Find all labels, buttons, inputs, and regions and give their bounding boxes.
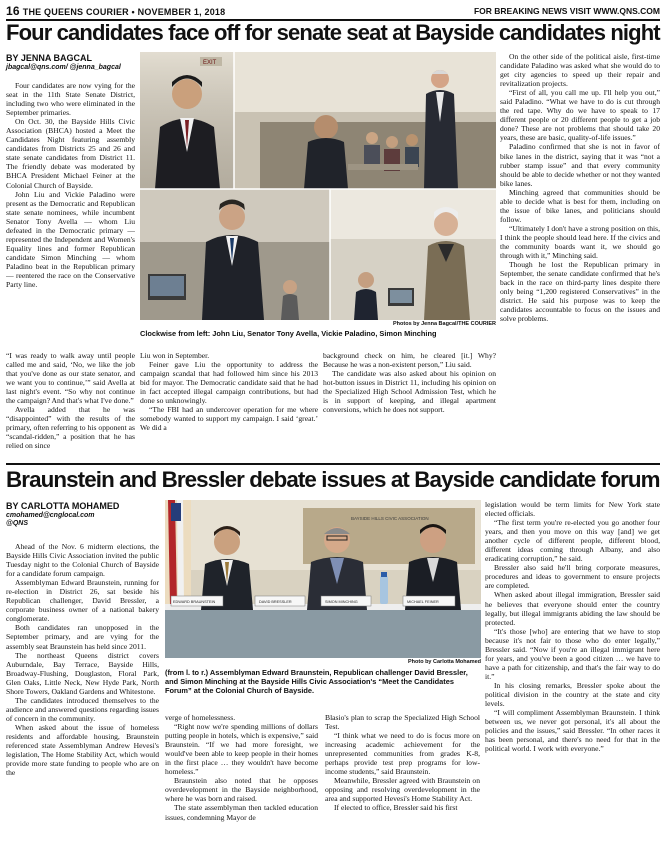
story1-col2	[140, 351, 318, 461]
story2-photo-credit: Photo by Carlotta Mohamed	[407, 659, 481, 665]
paragraph: The northeast Queens district covers Auburndale, Bay Terrace, Bayside Hills, Broadway-Flushing, Douglaston, Floral Park, Glen Oaks, Little Neck, New Hyde Park, North Shore Towers, Oakland Gardens and Whitestone.	[6, 650, 159, 696]
masthead: THE QUEENS COURIER • NOVEMBER 1, 2018	[22, 7, 226, 17]
paragraph: “First of all, you call me up. I'll help you out,” said Paladino. “What we have to do is cut through the red tape. Why do we have to speak to 17 different people or 20 different people to get a job done? These are not problems that should take 20 years, these are basic, quality-of-life issues.”	[500, 88, 660, 143]
paragraph: Ahead of the Nov. 6 midterm elections, the Bayside Hills Civic Association invited the public Tuesday night to the Colonial Church of Bayside for a candidate forum campaign.	[6, 542, 159, 579]
page-number: 16	[6, 4, 20, 18]
paragraph: When asked about illegal immigration, Bressler said he believes that everyone should enter the country legally, but illegal immigrants abiding the law should be protected.	[485, 590, 660, 627]
story1-col1	[6, 81, 135, 359]
story-divider	[6, 463, 660, 465]
story2-caption: (from l. to r.) Assemblyman Edward Braunstein, Republican challenger David Bressler, and Simon Minching at the Bayside Hills Civic Association's “Meet the Candidates Forum” at the Colonial Church of Bayside.	[165, 668, 468, 695]
paragraph: The candidates introduced themselves to the audience and answered questions regarding issues of concern in the community.	[6, 695, 159, 723]
nameplate-text: EDWARD BRAUNSTEIN	[173, 600, 216, 604]
paragraph: On the other side of the political aisle, first-time candidate Paladino was asked what she would do to get city agencies to speed up their repair and revitalization projects.	[500, 52, 660, 89]
paragraph: Blasio's plan to scrap the Specialized High School Test.	[325, 713, 480, 732]
paragraph: Meanwhile, Bressler agreed with Braunstein on opposing and resolving overdevelopment in the area and supported Hevesi's Home Stability Act.	[325, 776, 480, 804]
story1-photo-credit: Photos by Jenna Bagcal/THE COURIER	[393, 321, 496, 327]
paragraph: In his closing remarks, Bressler spoke about the political division in the country at the state and city levels.	[485, 680, 660, 709]
paragraph: “The first term you're re-elected you go another four years, and then you move on this way [and] we get another cycle of different people, different blood, different ideas coming through Albany, and also eradicating corruption,” he said.	[485, 518, 660, 564]
paragraph: Feiner gave Liu the opportunity to address the campaign scandal that had followed him since his 2013 bid for mayor. The Democratic candidate said that he had in fact accepted illegal campaign contributions, but had done so unknowingly.	[140, 360, 318, 406]
paragraph: Paladino confirmed that she is not in favor of bike lanes in the district, saying that it was “not a rubber stamp issue” and that every community should be able to decide whether or not they wanted bike lanes.	[500, 142, 660, 188]
paragraph: “I was ready to walk away until people called me and said, ‘No, we like the job that you've done as our state senator, and we want you to continue,’” said Avella at last night's event. “So why not continue the campaign? And that's what I've done.”	[6, 351, 135, 406]
story1-photo-collage	[140, 52, 496, 320]
story2-col4	[485, 500, 660, 843]
story2-headline: Braunstein and Bressler debate issues at Bayside candidate forum	[6, 467, 660, 492]
story1-col4	[500, 52, 660, 462]
story1-byline: BY JENNA BAGCAL	[6, 53, 93, 63]
paragraph: “Right now we're spending millions of dollars putting people in hotels, which is expensive,” said Braunstein. “If we had more foresight, we would've been able to keep people in their homes in the first place … they wouldn't have become homeless.”	[165, 722, 318, 777]
breaking-news-link[interactable]: FOR BREAKING NEWS VISIT WWW.QNS.COM	[473, 6, 660, 16]
paragraph: background check on him, he cleared [it.] Why? Because he was a non-existent person,” Liu said.	[323, 351, 496, 370]
story2-photo	[165, 500, 481, 658]
paragraph: Liu won in September.	[140, 351, 210, 360]
paragraph: When asked about the issue of homeless residents and affordable housing, Braunstein referenced state Assemblyman Andrew Hevesi's legislation, The Home Stability Act, which would provide more state funding to people who are on the	[6, 722, 159, 778]
paragraph: verge of homelessness.	[165, 713, 236, 722]
page-header	[6, 4, 660, 18]
story1-byline-block	[6, 53, 134, 72]
story2-col1	[6, 542, 159, 842]
story2-col3	[325, 713, 480, 843]
paragraph: Assemblyman Edward Braunstein, running for re-election in District 26, sat beside his Republican challenger, David Bressler, a corporate business owner of a national bakery conglomerate.	[6, 578, 159, 624]
story2-byline: BY CARLOTTA MOHAMED	[6, 501, 120, 511]
story2-col2	[165, 713, 318, 843]
paragraph: legislation would be term limits for New York state elected officials.	[485, 500, 660, 519]
story1-headline: Four candidates face off for senate seat at Bayside candidates night	[6, 20, 660, 45]
paragraph: Minching agreed that communities should be able to decide what is best for them, including on the issue of bike lanes, and politicians should follow.	[500, 187, 660, 224]
paragraph: Braunstein also noted that he opposes overdevelopment in the Bayside neighborhood, where he was born and raised.	[165, 776, 318, 804]
paragraph: On Oct. 30, the Bayside Hills Civic Association (BHCA) hosted a Meet the Candidates Night featuring assembly candidates from Districts 25 and 26 and state senate candidates from District 11. The friendly debate was moderated by BHCA President Michael Feiner at the Colonial Church of Bayside.	[6, 117, 135, 190]
paragraph: “I will compliment Assemblyman Braunstein. I think between us, we never got personal, it's all about the policies and the issues,” said Bressler. “In other races it has been personal, and there's no need for that in the political world. I work with everyone.”	[485, 708, 660, 754]
story2-handle: @QNS	[6, 520, 28, 528]
paragraph: Bressler also said he'll bring corporate measures, procedures and ideas to government to ensure projects are completed.	[485, 563, 660, 591]
wall-banner-text: BAYSIDE HILLS CIVIC ASSOCIATION	[351, 516, 429, 521]
story1-col3	[323, 351, 496, 461]
story1-contact: jbagcal@qns.com/ @jenna_bagcal	[6, 64, 121, 71]
paragraph: Both candidates ran unopposed in the September primary, and are vying for the assembly seat Braunstein has held since 2011.	[6, 623, 159, 651]
folio	[6, 4, 225, 18]
paragraph: “Ultimately I don't have a strong position on this, I think the people should lead here. If the civics and the community boards want it, we should go through with it,” Minching said.	[500, 223, 660, 261]
story1-col1-cont	[6, 351, 135, 461]
paragraph: Though he lost the Republican primary in September, the senate candidate confirmed that he's back in the race on third-party lines despite there only being “1,200 registered Conservatives” in the district. He said his purpose was to keep the candidates accountable to focus on the issues and solve problems.	[500, 260, 660, 324]
story1-photo	[140, 52, 496, 320]
paragraph: “I think what we need to do is focus more on increasing academic achievement for the unrepresented communities from grades K-8, perhaps provide test prep programs for low-income students,” said Braunstein.	[325, 731, 480, 777]
exit-sign-label: EXIT	[203, 60, 217, 66]
paragraph: Avella added that he was “disappointed” with the results of the primary, often referring to his opponent as “scandal-ridden,” a position that he has relied on since	[6, 405, 135, 451]
paragraph: “It's those [who] are entering that we have to stop because it's not fair to those who do enter legally,” Bressler said. “Now if you're an illegal immigrant here for years, and you've been a good citizen … we have to have a path for citizenship, and that's the fair way to do it.”	[485, 626, 660, 681]
paragraph: Four candidates are now vying for the seat in the 11th State Senate District, including two who were eliminated in the September primaries.	[6, 81, 135, 118]
paragraph: The state assemblyman then tackled education issues, condemning Mayor de	[165, 803, 318, 822]
paragraph: “The FBI had an undercover operation for me where somebody wanted to support my campaign. I said ‘great.’ We did a	[140, 405, 318, 433]
paragraph: John Liu and Vickie Paladino were present as the Democratic and Republican state senate nominees, while incumbent Senator Tony Avella — whom Liu defeated in the Democratic primary — represented the Independent and Women's Equality lines and former Republican candidate Simon Minching — whom Paladino beat in the Republican primary — reentered the race on the Conservative Party line.	[6, 189, 135, 290]
story1-caption: Clockwise from left: John Liu, Senator Tony Avella, Vickie Paladino, Simon Minching	[140, 329, 437, 338]
story2-byline-block	[6, 501, 156, 528]
story2-contact: cmohamed@cnglocal.com	[6, 512, 95, 519]
nameplate-text: MICHAEL FEINER	[407, 600, 439, 604]
paragraph: If elected to office, Bressler said his first	[334, 803, 458, 813]
paragraph: The candidate was also asked about his opinion on hot-button issues in District 11, including his opinion on the Specialized High School Admission Test, which he is in support of keeping, and illegal apartment conversions, which he does not support.	[323, 369, 496, 415]
nameplate-text: DAVID BRESSLER	[259, 600, 292, 604]
story2-photo-image	[165, 500, 481, 658]
nameplate-text: SIMON MINCHING	[325, 600, 358, 604]
